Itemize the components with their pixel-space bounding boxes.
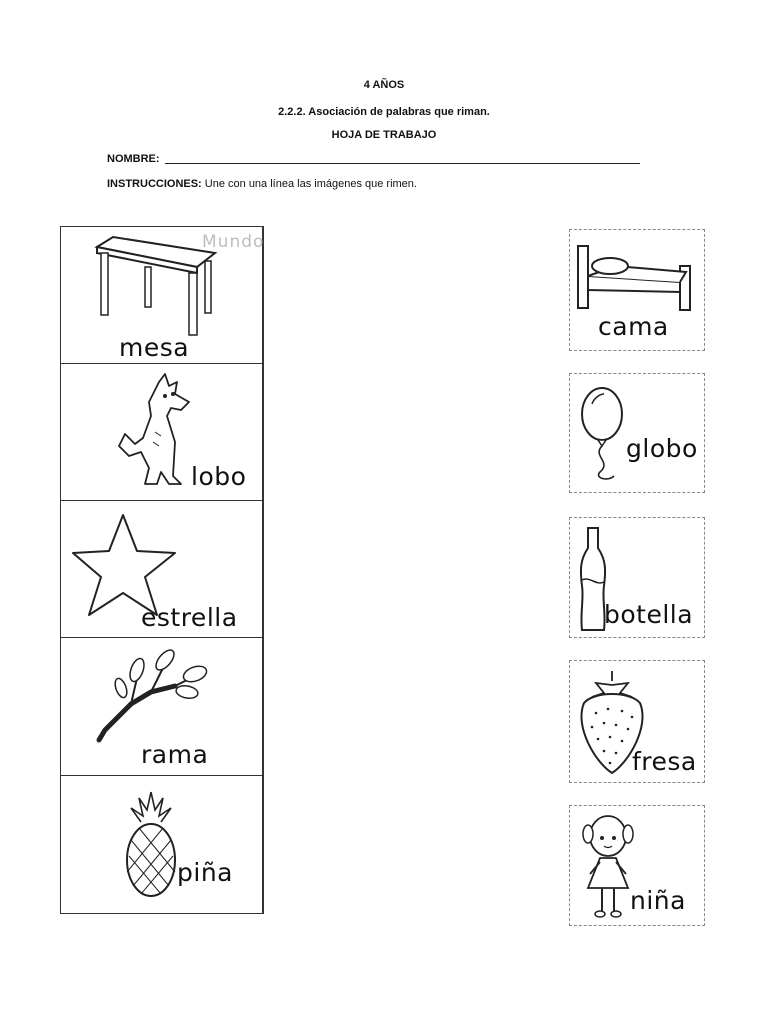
topic-heading: 2.2.2. Asociación de palabras que riman.: [278, 106, 490, 118]
left-word-column: [60, 226, 264, 914]
left-word: rama: [141, 740, 209, 769]
right-word: cama: [598, 312, 669, 341]
right-card-fresa[interactable]: [569, 660, 705, 783]
left-card-pina[interactable]: [61, 776, 262, 915]
branch-icon: [91, 648, 211, 748]
left-card-lobo[interactable]: [61, 364, 262, 501]
right-word: globo: [626, 434, 698, 463]
right-card-cama[interactable]: [569, 229, 705, 351]
pineapple-icon: [121, 790, 181, 900]
left-word: estrella: [141, 603, 238, 632]
right-card-nina[interactable]: [569, 805, 705, 926]
bed-icon: [576, 236, 698, 316]
right-word: niña: [630, 886, 686, 915]
name-label: NOMBRE:: [107, 153, 160, 165]
name-row: [107, 153, 160, 165]
right-word: fresa: [632, 747, 697, 776]
wolf-icon: [111, 372, 201, 492]
right-word: botella: [604, 600, 694, 629]
left-word: piña: [177, 858, 233, 887]
right-card-globo[interactable]: [569, 373, 705, 493]
sheet-heading: HOJA DE TRABAJO: [331, 129, 437, 141]
left-word: lobo: [191, 462, 247, 491]
left-word: mesa: [119, 333, 190, 362]
balloon-icon: [578, 382, 628, 486]
watermark: Mundo: [202, 232, 265, 252]
girl-icon: [580, 812, 636, 922]
instructions-label: INSTRUCCIONES:: [107, 178, 202, 190]
right-card-botella[interactable]: [569, 517, 705, 638]
name-input-line[interactable]: [165, 163, 640, 164]
left-card-rama[interactable]: [61, 638, 262, 776]
age-heading: 4 AÑOS: [363, 79, 405, 91]
instructions-text: Une con una línea las imágenes que rimen.: [201, 178, 417, 190]
left-card-estrella[interactable]: [61, 501, 262, 638]
instructions-row: [107, 178, 417, 190]
